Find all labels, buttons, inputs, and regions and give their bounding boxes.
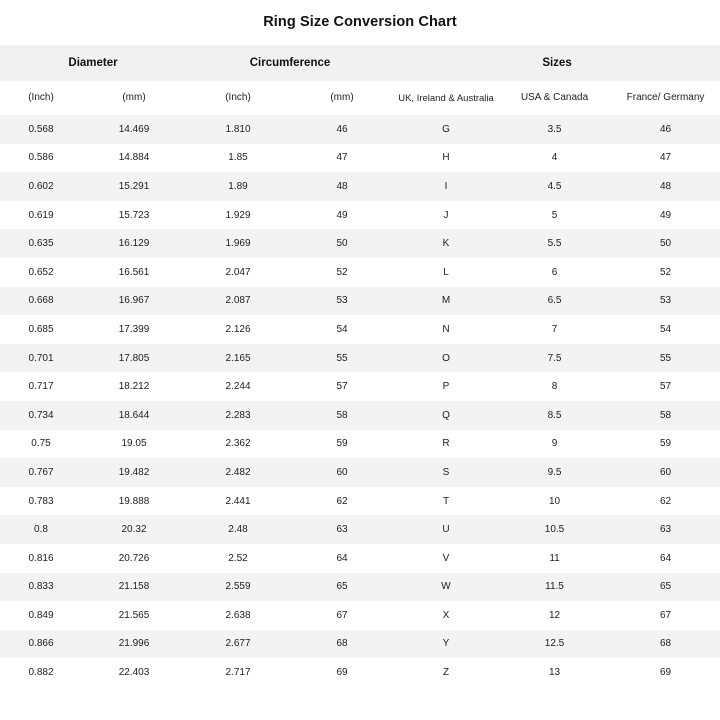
cell-diameter-inch: 0.783 bbox=[0, 487, 82, 516]
table-row bbox=[0, 344, 720, 373]
cell-circumference-mm: 64 bbox=[290, 544, 394, 573]
cell-size-usa: 6.5 bbox=[498, 287, 611, 316]
cell-size-france: 52 bbox=[611, 258, 720, 287]
cell-diameter-inch: 0.602 bbox=[0, 172, 82, 201]
cell-size-usa: 7.5 bbox=[498, 344, 611, 373]
table-subheader-row bbox=[0, 82, 720, 116]
cell-diameter-mm: 19.05 bbox=[82, 430, 186, 459]
cell-diameter-inch: 0.75 bbox=[0, 430, 82, 459]
cell-size-usa: 5.5 bbox=[498, 229, 611, 258]
cell-diameter-mm: 14.884 bbox=[82, 144, 186, 173]
cell-size-usa: 10 bbox=[498, 487, 611, 516]
table-row bbox=[0, 401, 720, 430]
cell-circumference-inch: 1.810 bbox=[186, 115, 290, 144]
cell-size-usa: 13 bbox=[498, 658, 611, 687]
table-row bbox=[0, 144, 720, 173]
cell-size-france: 49 bbox=[611, 201, 720, 230]
cell-size-uk: I bbox=[394, 172, 498, 201]
group-header-sizes: Sizes bbox=[394, 45, 720, 82]
cell-circumference-mm: 52 bbox=[290, 258, 394, 287]
table-row bbox=[0, 258, 720, 287]
cell-circumference-mm: 49 bbox=[290, 201, 394, 230]
cell-size-uk: K bbox=[394, 229, 498, 258]
column-header-circumference-mm: (mm) bbox=[290, 82, 394, 116]
cell-circumference-mm: 53 bbox=[290, 287, 394, 316]
cell-diameter-inch: 0.833 bbox=[0, 573, 82, 602]
cell-diameter-mm: 15.723 bbox=[82, 201, 186, 230]
cell-circumference-inch: 2.677 bbox=[186, 630, 290, 659]
cell-diameter-mm: 16.967 bbox=[82, 287, 186, 316]
cell-diameter-inch: 0.668 bbox=[0, 287, 82, 316]
cell-circumference-mm: 50 bbox=[290, 229, 394, 258]
cell-diameter-mm: 18.212 bbox=[82, 372, 186, 401]
cell-size-france: 69 bbox=[611, 658, 720, 687]
page-title: Ring Size Conversion Chart bbox=[263, 14, 457, 30]
cell-diameter-inch: 0.568 bbox=[0, 115, 82, 144]
column-header-usa-canada: USA & Canada bbox=[498, 82, 611, 116]
column-header-diameter-inch: (Inch) bbox=[0, 82, 82, 116]
cell-diameter-inch: 0.701 bbox=[0, 344, 82, 373]
table-row bbox=[0, 172, 720, 201]
group-header-circumference: Circumference bbox=[186, 45, 394, 82]
cell-diameter-inch: 0.882 bbox=[0, 658, 82, 687]
cell-size-france: 59 bbox=[611, 430, 720, 459]
cell-size-usa: 9 bbox=[498, 430, 611, 459]
cell-size-usa: 5 bbox=[498, 201, 611, 230]
cell-circumference-mm: 63 bbox=[290, 515, 394, 544]
cell-diameter-mm: 21.996 bbox=[82, 630, 186, 659]
cell-size-france: 46 bbox=[611, 115, 720, 144]
cell-size-usa: 3.5 bbox=[498, 115, 611, 144]
cell-circumference-inch: 1.89 bbox=[186, 172, 290, 201]
cell-size-uk: R bbox=[394, 430, 498, 459]
cell-size-uk: S bbox=[394, 458, 498, 487]
cell-size-uk: V bbox=[394, 544, 498, 573]
cell-circumference-inch: 2.165 bbox=[186, 344, 290, 373]
cell-diameter-mm: 16.561 bbox=[82, 258, 186, 287]
table-row bbox=[0, 229, 720, 258]
cell-diameter-mm: 14.469 bbox=[82, 115, 186, 144]
cell-size-uk: T bbox=[394, 487, 498, 516]
cell-circumference-mm: 46 bbox=[290, 115, 394, 144]
table-row bbox=[0, 573, 720, 602]
table-row bbox=[0, 544, 720, 573]
table-header bbox=[0, 45, 720, 116]
cell-size-uk: L bbox=[394, 258, 498, 287]
cell-size-france: 58 bbox=[611, 401, 720, 430]
cell-size-uk: X bbox=[394, 601, 498, 630]
column-header-uk-ireland-australia: UK, Ireland & Australia bbox=[394, 82, 498, 116]
cell-size-usa: 4 bbox=[498, 144, 611, 173]
cell-circumference-inch: 2.638 bbox=[186, 601, 290, 630]
cell-diameter-mm: 17.399 bbox=[82, 315, 186, 344]
cell-size-uk: U bbox=[394, 515, 498, 544]
cell-circumference-inch: 2.126 bbox=[186, 315, 290, 344]
cell-diameter-mm: 18.644 bbox=[82, 401, 186, 430]
cell-diameter-inch: 0.767 bbox=[0, 458, 82, 487]
group-header-diameter: Diameter bbox=[0, 45, 186, 82]
cell-size-france: 47 bbox=[611, 144, 720, 173]
cell-circumference-inch: 2.244 bbox=[186, 372, 290, 401]
table-row bbox=[0, 630, 720, 659]
cell-size-usa: 7 bbox=[498, 315, 611, 344]
cell-size-uk: H bbox=[394, 144, 498, 173]
cell-size-uk: J bbox=[394, 201, 498, 230]
cell-circumference-inch: 1.85 bbox=[186, 144, 290, 173]
cell-size-uk: W bbox=[394, 573, 498, 602]
column-header-diameter-mm: (mm) bbox=[82, 82, 186, 116]
cell-size-uk: Z bbox=[394, 658, 498, 687]
cell-size-usa: 11.5 bbox=[498, 573, 611, 602]
cell-diameter-inch: 0.849 bbox=[0, 601, 82, 630]
cell-circumference-inch: 2.087 bbox=[186, 287, 290, 316]
cell-circumference-mm: 65 bbox=[290, 573, 394, 602]
cell-diameter-mm: 20.32 bbox=[82, 515, 186, 544]
cell-diameter-inch: 0.8 bbox=[0, 515, 82, 544]
cell-circumference-mm: 60 bbox=[290, 458, 394, 487]
cell-diameter-inch: 0.866 bbox=[0, 630, 82, 659]
cell-circumference-inch: 2.48 bbox=[186, 515, 290, 544]
cell-diameter-mm: 19.888 bbox=[82, 487, 186, 516]
cell-size-usa: 9.5 bbox=[498, 458, 611, 487]
cell-diameter-inch: 0.619 bbox=[0, 201, 82, 230]
column-header-circumference-inch: (Inch) bbox=[186, 82, 290, 116]
cell-circumference-mm: 67 bbox=[290, 601, 394, 630]
cell-size-usa: 11 bbox=[498, 544, 611, 573]
table-row bbox=[0, 372, 720, 401]
cell-circumference-inch: 2.52 bbox=[186, 544, 290, 573]
cell-size-france: 68 bbox=[611, 630, 720, 659]
table-row bbox=[0, 487, 720, 516]
cell-diameter-inch: 0.635 bbox=[0, 229, 82, 258]
cell-circumference-mm: 69 bbox=[290, 658, 394, 687]
cell-circumference-mm: 62 bbox=[290, 487, 394, 516]
cell-size-france: 65 bbox=[611, 573, 720, 602]
cell-size-france: 57 bbox=[611, 372, 720, 401]
table-row bbox=[0, 287, 720, 316]
cell-size-france: 48 bbox=[611, 172, 720, 201]
table-group-header-row bbox=[0, 45, 720, 82]
cell-size-usa: 6 bbox=[498, 258, 611, 287]
cell-circumference-inch: 2.717 bbox=[186, 658, 290, 687]
cell-diameter-mm: 19.482 bbox=[82, 458, 186, 487]
cell-size-usa: 12.5 bbox=[498, 630, 611, 659]
cell-size-france: 55 bbox=[611, 344, 720, 373]
cell-diameter-inch: 0.717 bbox=[0, 372, 82, 401]
cell-size-france: 63 bbox=[611, 515, 720, 544]
cell-size-uk: O bbox=[394, 344, 498, 373]
cell-diameter-mm: 16.129 bbox=[82, 229, 186, 258]
cell-circumference-inch: 2.283 bbox=[186, 401, 290, 430]
cell-diameter-inch: 0.652 bbox=[0, 258, 82, 287]
cell-circumference-mm: 54 bbox=[290, 315, 394, 344]
cell-diameter-mm: 20.726 bbox=[82, 544, 186, 573]
cell-circumference-mm: 59 bbox=[290, 430, 394, 459]
cell-diameter-mm: 15.291 bbox=[82, 172, 186, 201]
cell-circumference-inch: 2.047 bbox=[186, 258, 290, 287]
cell-size-france: 62 bbox=[611, 487, 720, 516]
cell-circumference-mm: 57 bbox=[290, 372, 394, 401]
cell-size-uk: M bbox=[394, 287, 498, 316]
cell-diameter-inch: 0.685 bbox=[0, 315, 82, 344]
cell-diameter-mm: 21.158 bbox=[82, 573, 186, 602]
cell-size-uk: Y bbox=[394, 630, 498, 659]
table-row bbox=[0, 430, 720, 459]
cell-circumference-mm: 55 bbox=[290, 344, 394, 373]
cell-size-uk: P bbox=[394, 372, 498, 401]
cell-circumference-mm: 58 bbox=[290, 401, 394, 430]
cell-circumference-inch: 2.441 bbox=[186, 487, 290, 516]
cell-circumference-inch: 2.362 bbox=[186, 430, 290, 459]
cell-circumference-mm: 68 bbox=[290, 630, 394, 659]
cell-circumference-inch: 1.969 bbox=[186, 229, 290, 258]
cell-size-usa: 12 bbox=[498, 601, 611, 630]
table-body bbox=[0, 115, 720, 687]
cell-size-uk: G bbox=[394, 115, 498, 144]
cell-diameter-inch: 0.734 bbox=[0, 401, 82, 430]
cell-size-usa: 8 bbox=[498, 372, 611, 401]
cell-size-france: 54 bbox=[611, 315, 720, 344]
table-row bbox=[0, 658, 720, 687]
table-row bbox=[0, 601, 720, 630]
cell-diameter-mm: 17.805 bbox=[82, 344, 186, 373]
cell-size-france: 67 bbox=[611, 601, 720, 630]
cell-circumference-mm: 48 bbox=[290, 172, 394, 201]
column-header-france-germany: France/ Germany bbox=[611, 82, 720, 116]
cell-size-france: 50 bbox=[611, 229, 720, 258]
cell-size-uk: Q bbox=[394, 401, 498, 430]
cell-size-uk: N bbox=[394, 315, 498, 344]
cell-circumference-inch: 2.482 bbox=[186, 458, 290, 487]
table-row bbox=[0, 201, 720, 230]
table-row bbox=[0, 458, 720, 487]
cell-diameter-inch: 0.816 bbox=[0, 544, 82, 573]
cell-size-usa: 10.5 bbox=[498, 515, 611, 544]
cell-diameter-mm: 21.565 bbox=[82, 601, 186, 630]
cell-size-france: 64 bbox=[611, 544, 720, 573]
cell-size-usa: 4.5 bbox=[498, 172, 611, 201]
table-row bbox=[0, 515, 720, 544]
cell-circumference-inch: 2.559 bbox=[186, 573, 290, 602]
cell-size-france: 53 bbox=[611, 287, 720, 316]
ring-size-conversion-table bbox=[0, 44, 720, 687]
table-row bbox=[0, 315, 720, 344]
table-row bbox=[0, 115, 720, 144]
cell-size-usa: 8.5 bbox=[498, 401, 611, 430]
cell-size-france: 60 bbox=[611, 458, 720, 487]
cell-circumference-mm: 47 bbox=[290, 144, 394, 173]
cell-circumference-inch: 1.929 bbox=[186, 201, 290, 230]
cell-diameter-inch: 0.586 bbox=[0, 144, 82, 173]
cell-diameter-mm: 22.403 bbox=[82, 658, 186, 687]
